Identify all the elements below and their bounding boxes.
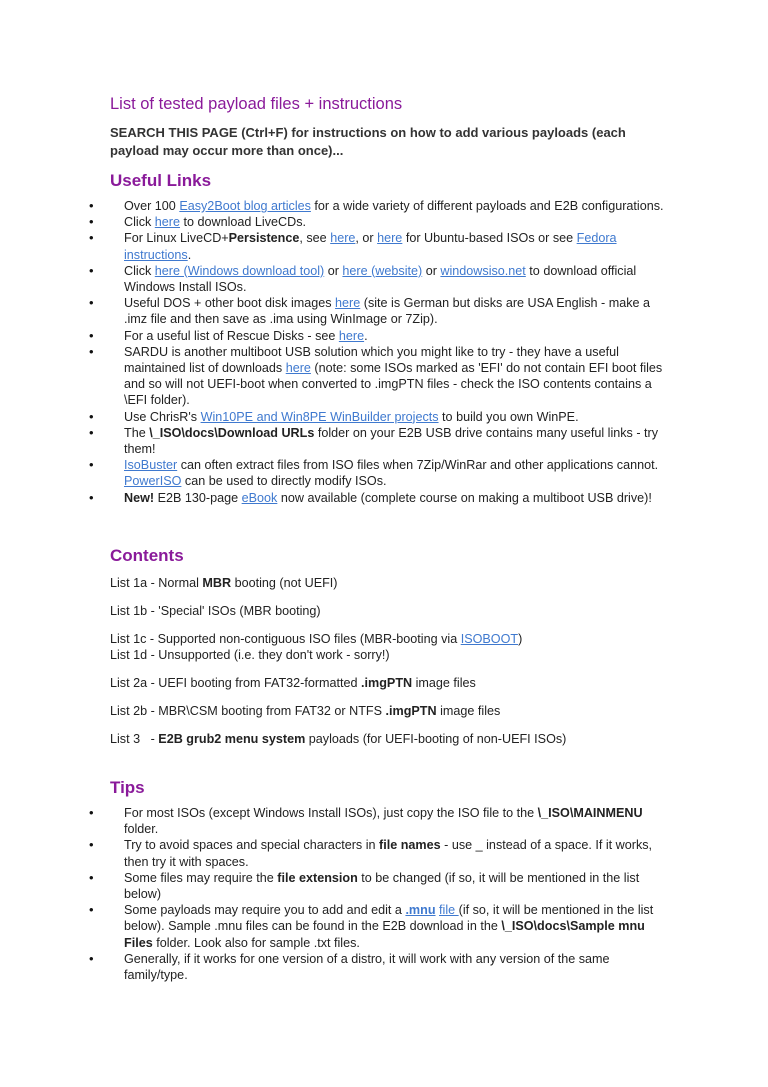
blog-articles-link[interactable]: Easy2Boot blog articles [179, 199, 311, 213]
list-item: • Over 100 Easy2Boot blog articles for a wide variety of different payloads and E2B configurations. [0, 198, 700, 214]
page-subtitle: SEARCH THIS PAGE (Ctrl+F) for instructions on how to add various payloads (each payload may occur more than once)... [110, 125, 626, 158]
list-item: • For Linux LiveCD+Persistence, see here, or here for Ubuntu-based ISOs or see Fedora instructions. [0, 230, 700, 262]
fedora-instructions-link[interactable]: Fedora instructions [124, 231, 617, 262]
tips-list [0, 805, 700, 983]
persistence-link-1[interactable]: here [330, 231, 356, 246]
list-item: • IsoBuster can often extract files from ISO files when 7Zip/WinRar and other applications cannot. PowerISO can be used to directly modify ISOs. [0, 457, 700, 489]
list-item: • Use ChrisR's Win10PE and Win8PE WinBuilder projects to build you own WinPE. [0, 409, 700, 425]
contents-item-2b[interactable]: List 2b - MBR\CSM booting from FAT32 or NTFS .imgPTN image files [110, 704, 501, 718]
mnu-link[interactable]: .mnu [405, 903, 436, 918]
list-item: • Click here (Windows download tool) or here (website) or windowsiso.net to download official Windows Install ISOs. [0, 263, 700, 295]
contents-list [110, 575, 710, 747]
contents-item-1b[interactable]: List 1b - 'Special' ISOs (MBR booting) [110, 604, 321, 618]
list-item: • Click here to download LiveCDs. [0, 214, 700, 230]
livecds-link[interactable]: here [154, 215, 181, 230]
dos-images-link[interactable]: here [335, 296, 361, 311]
page-title: List of tested payload files + instructions [110, 95, 403, 113]
tips-heading: Tips [110, 778, 145, 797]
list-item: • The \_ISO\docs\Download URLs folder on your E2B USB drive contains many useful links - try them! [0, 425, 700, 457]
contents-item-1d[interactable]: List 1d - Unsupported (i.e. they don't work - sorry!) [110, 648, 390, 662]
list-item: • SARDU is another multiboot USB solution which you might like to try - they have a useful maintained list of downloads here (note: some ISOs marked as 'EFI' do not contain EFI boot files and so will not UEFI-boot when converted to .imgPTN files - check the ISO contents contains a \EFI folder). [0, 344, 700, 409]
list-item: • Useful DOS + other boot disk images here (site is German but disks are USA English - make a .imz file and then save as .ima using WinImage or 7Zip). [0, 295, 700, 327]
ebook-link[interactable]: eBook [241, 490, 278, 505]
list-item: • Some files may require the file extension to be changed (if so, it will be mentioned in the list below) [0, 870, 700, 902]
mnu-file-link[interactable]: file [439, 903, 459, 918]
winbuilder-projects-link[interactable]: Win10PE and Win8PE WinBuilder projects [200, 409, 439, 424]
list-item: • Try to avoid spaces and special characters in file names - use _ instead of a space. If it works, then try it with spaces. [0, 837, 700, 869]
windowsiso-link[interactable]: windowsiso.net [440, 263, 526, 278]
windows-download-tool-link[interactable]: here (Windows download tool) [154, 263, 325, 278]
contents-heading: Contents [110, 546, 184, 565]
list-item: • For a useful list of Rescue Disks - see here. [0, 328, 700, 344]
rescue-disks-link[interactable]: here [338, 328, 365, 343]
isobuster-link[interactable]: IsoBuster [124, 458, 178, 473]
contents-item-2a[interactable]: List 2a - UEFI booting from FAT32-formatted .imgPTN image files [110, 676, 476, 690]
contents-item-1a[interactable]: List 1a - Normal MBR booting (not UEFI) [110, 576, 338, 590]
windows-website-link[interactable]: here (website) [342, 263, 423, 278]
list-item: • Some payloads may require you to add and edit a .mnu file (if so, it will be mentioned in the list below). Sample .mnu files can be found in the E2B download in the \_ISO\docs\Sample mnu Files folder. Look also for sample .txt files. [0, 902, 700, 951]
useful-links-heading: Useful Links [110, 171, 212, 190]
poweriso-link[interactable]: PowerISO [124, 474, 182, 489]
sardu-downloads-link[interactable]: here [285, 361, 311, 376]
list-item: • Generally, if it works for one version of a distro, it will work with any version of the same family/type. [0, 951, 700, 983]
isoboot-link[interactable]: ISOBOOT [460, 632, 519, 646]
contents-item-3[interactable]: List 3 - E2B grub2 menu system payloads (for UEFI-booting of non-UEFI ISOs) [110, 732, 567, 746]
list-item: • New! E2B 130-page eBook now available (complete course on making a multiboot USB drive)! [0, 490, 700, 506]
list-item: • For most ISOs (except Windows Install ISOs), just copy the ISO file to the \_ISO\MAINMENU folder. [0, 805, 700, 837]
useful-links-list [0, 198, 700, 506]
persistence-link-2[interactable]: here [377, 231, 403, 246]
contents-item-1c[interactable]: List 1c - Supported non-contiguous ISO files (MBR-booting via ISOBOOT) [110, 632, 523, 646]
